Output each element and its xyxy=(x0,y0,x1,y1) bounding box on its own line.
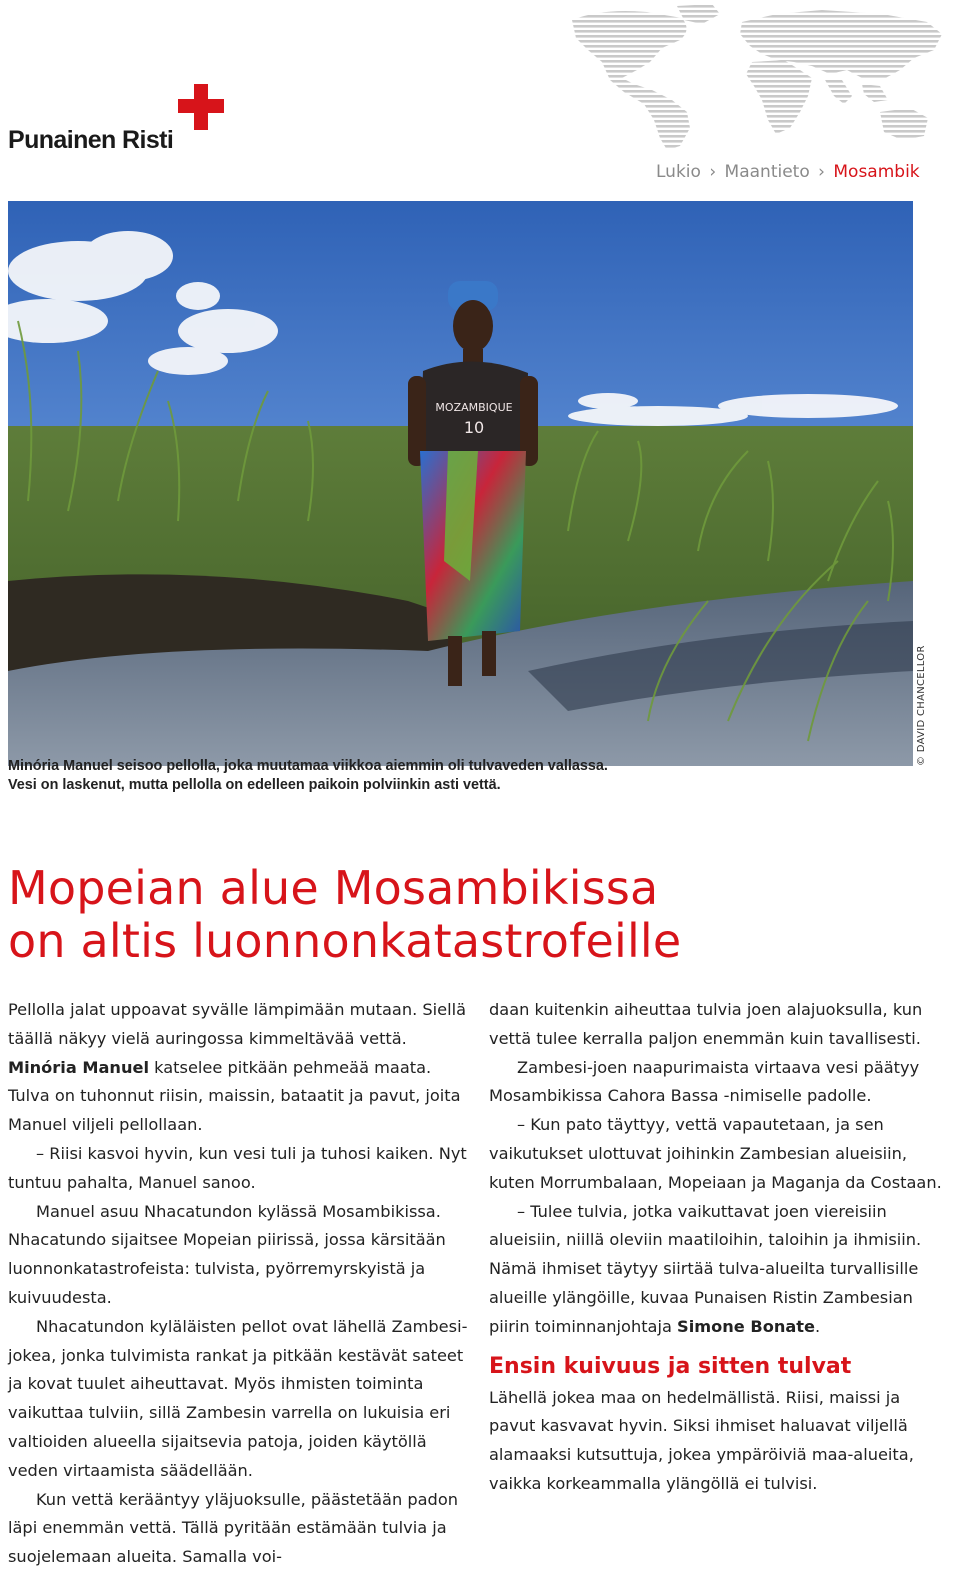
svg-text:MOZAMBIQUE: MOZAMBIQUE xyxy=(435,401,513,414)
svg-text:10: 10 xyxy=(463,418,485,437)
paragraph: – Riisi kasvoi hyvin, kun vesi tuli ja tuhosi kaiken. Nyt tuntuu pahalta, Manuel sanoo. xyxy=(8,1143,467,1192)
world-map-icon xyxy=(562,0,947,155)
photo-illustration xyxy=(8,201,913,766)
paragraph: Lähellä jokea maa on hedelmällistä. Riisi, maissi ja pavut kasvavat hyvin. Siksi ihmiset haluavat viljellä alamaaksi kutsuttuja, jokea ympäröiviä maa-alueita, vaikka korkeammalla ylängöllä ei tulvisi. xyxy=(489,1387,914,1493)
paragraph: Manuel asuu Nhacatundon kylässä Mosambikissa. Nhacatundo sijaitsee Mopeian piirissä, jossa kärsitään luonnonkatastrofeista: tulvista, pyörremyrskyistä ja kuivuudesta. xyxy=(8,1201,446,1307)
breadcrumb-item-maantieto[interactable]: Maantieto xyxy=(724,162,810,182)
article-photo xyxy=(8,201,913,766)
paragraph: Pellolla jalat uppoavat syvälle lämpimään mutaan. Siellä täällä näkyy vielä auringossa kimmeltävää vettä. Minória Manuel katselee pitkään pehmeää maata. Tulva on tuhonnut riisin, maissin, bataatit ja pavut, joita Manuel viljeli pellollaan. xyxy=(8,1000,467,1135)
page-title xyxy=(8,862,938,968)
breadcrumb-item-lukio[interactable]: Lukio xyxy=(656,162,701,182)
photo-credit: © DAVID CHANCELLOR xyxy=(916,645,927,766)
person-name: Simone Bonate xyxy=(677,1316,815,1336)
logo[interactable] xyxy=(8,84,238,154)
paragraph: Kun vettä kerääntyy yläjuoksulle, päästetään padon läpi enemmän vettä. Tällä pyritään estämään tulvia ja suojelemaan alueita. Samalla voi- xyxy=(8,1489,458,1567)
logo-text: Punainen Risti xyxy=(8,126,174,154)
article-column-right xyxy=(489,996,949,1499)
red-cross-icon xyxy=(178,84,226,130)
paragraph: – Tulee tulvia, jotka vaikuttavat joen viereisiin alueisiin, niillä oleviin maatiloihin, taloihin ja ihmisiin. Nämä ihmiset täytyy siirtää tulva-alueilta turvallisille alueille ylängöille, kuvaa Punaisen Ristin Zambesian piirin toiminnanjohtaja Simone Bonate. xyxy=(489,1201,922,1336)
person-name: Minória Manuel xyxy=(8,1057,150,1077)
section-heading: Ensin kuivuus ja sitten tulvat xyxy=(489,1353,852,1379)
paragraph: – Kun pato täyttyy, vettä vapautetaan, ja sen vaikutukset ulottuvat joihinkin Zambesian alueisiin, kuten Morrumbalaan, Mopeiaan ja Maganja da Costaan. xyxy=(489,1115,942,1192)
photo-caption xyxy=(8,757,908,795)
caption-line-1: Minória Manuel seisoo pellolla, joka muutamaa viikkoa aiemmin oli tulvaveden vallassa. xyxy=(8,758,608,774)
paragraph: Zambesi-joen naapurimaista virtaava vesi päätyy Mosambikissa Cahora Bassa -nimiselle padolle. xyxy=(489,1057,920,1106)
caption-line-2: Vesi on laskenut, mutta pellolla on edelleen paikoin polviinkin asti vettä. xyxy=(8,777,501,793)
breadcrumb xyxy=(656,162,920,182)
title-line-1: Mopeian alue Mosambikissa xyxy=(8,861,659,915)
breadcrumb-separator: › xyxy=(709,162,717,182)
breadcrumb-separator: › xyxy=(818,162,825,182)
breadcrumb-item-current[interactable]: Mosambik xyxy=(833,162,920,182)
paragraph: Nhacatundon kyläläisten pellot ovat lähellä Zambesi-jokea, jonka tulvimista rankat ja pitkään kestävät sateet ja kovat tuulet aiheuttavat. Myös ihmisten toiminta vaikuttaa tulviin, sillä Zambesin varrella on lukuisia eri valtioiden alueella sijaitsevia patoja, joiden käytöllä veden virtaamista säädellään. xyxy=(8,1316,468,1480)
paragraph: daan kuitenkin aiheuttaa tulvia joen alajuoksulla, kun vettä tulee kerralla paljon enemmän kuin tavallisesti. xyxy=(489,1000,923,1048)
title-line-2: on altis luonnonkatastrofeille xyxy=(8,914,682,968)
article-column-left xyxy=(8,996,468,1572)
